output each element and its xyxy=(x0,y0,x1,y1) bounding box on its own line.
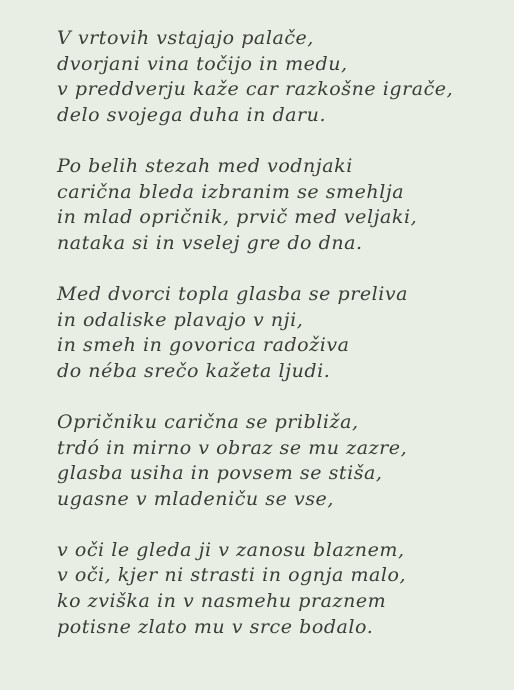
poem-line: do néba srečo kažeta ljudi. xyxy=(57,359,331,382)
poem-line: carična bleda izbranim se smehlja xyxy=(57,180,405,203)
stanza-4 xyxy=(57,410,507,512)
poem-line: in mlad opričnik, prvič med veljaki, xyxy=(57,206,418,229)
poem-line: trdó in mirno v obraz se mu zazre, xyxy=(57,436,408,459)
poem-line: v oči, kjer ni strasti in ognja malo, xyxy=(57,564,407,587)
poem-line: v preddverju kaže car razkošne igrače, xyxy=(57,78,454,101)
poem-line: in odaliske plavajo v nji, xyxy=(57,308,304,331)
poem-line: glasba usiha in povsem se stiša, xyxy=(57,462,383,485)
poem-line: nataka si in vselej gre do dna. xyxy=(57,231,363,254)
poem-line: potisne zlato mu v srce bodalo. xyxy=(57,615,374,638)
poem-line: Po belih stezah med vodnjaki xyxy=(57,154,353,177)
poem-line: v oči le gleda ji v zanosu blaznem, xyxy=(57,538,405,561)
stanza-5 xyxy=(57,538,507,640)
poem-line: delo svojega duha in daru. xyxy=(57,103,327,126)
poem-line: ugasne v mladeniču se vse, xyxy=(57,487,334,510)
poem-line: in smeh in govorica radoživa xyxy=(57,334,350,357)
poem-line: dvorjani vina točijo in medu, xyxy=(57,52,348,75)
poem-line: Opričniku carična se približa, xyxy=(57,410,359,433)
stanza-1 xyxy=(57,26,507,128)
stanza-3 xyxy=(57,282,507,384)
poem-line: Med dvorci topla glasba se preliva xyxy=(57,282,409,305)
poem-line: ko zviška in v nasmehu praznem xyxy=(57,590,387,613)
poem-text xyxy=(57,26,507,640)
stanza-2 xyxy=(57,154,507,256)
poem-line: V vrtovih vstajajo palače, xyxy=(57,27,314,49)
